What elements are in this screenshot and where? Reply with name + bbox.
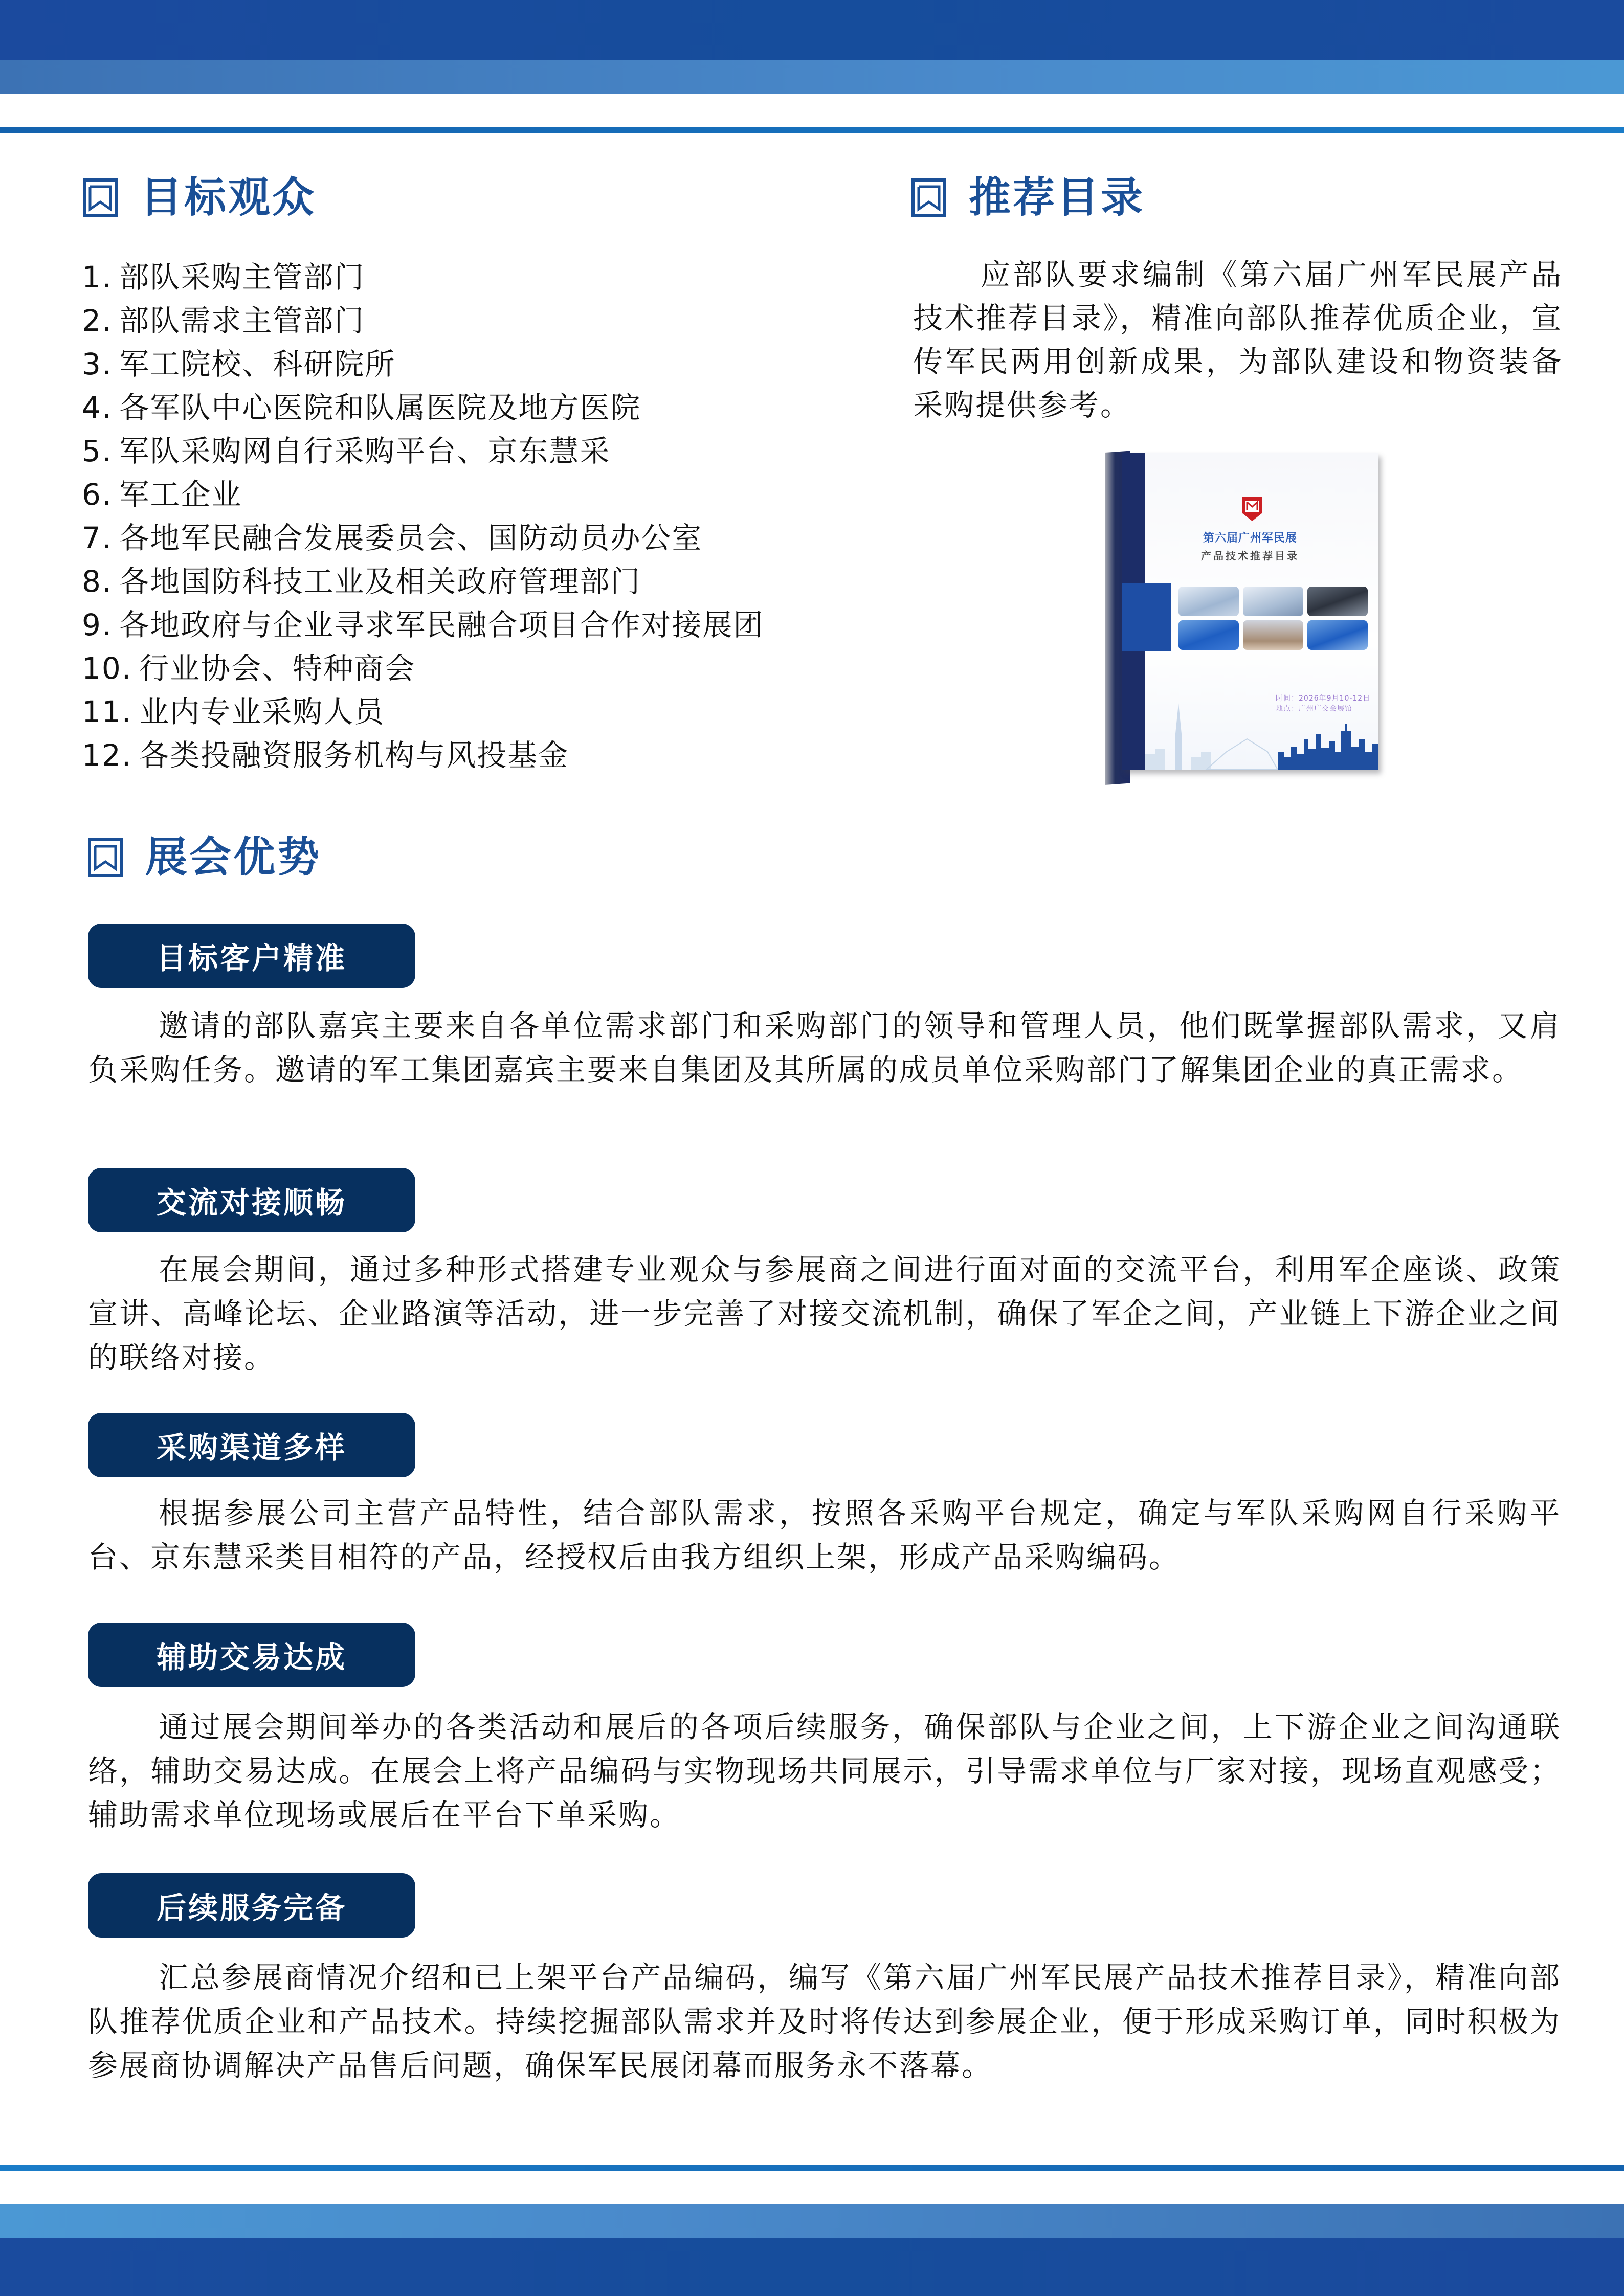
item-number: 12. — [82, 738, 132, 773]
advantage-text: 根据参展公司主营产品特性，结合部队需求，按照各采购平台规定，确定与军队采购网自行采购平台、京东慧采类目相符的产品，经授权后由我方组织上架，形成产品采购编码。 — [88, 1496, 1561, 1574]
list-item — [82, 603, 764, 647]
list-item — [82, 690, 764, 734]
list-item — [82, 343, 764, 386]
cover-date: 时间：2026年9月10-12日 — [1276, 694, 1371, 703]
cover-photo — [1178, 620, 1239, 650]
section-heading-catalog — [911, 173, 1145, 222]
list-item — [82, 560, 764, 603]
advantage-tag-smooth-exchange: 交流对接顺畅 — [88, 1168, 415, 1232]
item-text: 各类投融资服务机构与风投基金 — [139, 738, 569, 773]
item-text: 军工院校、科研院所 — [119, 347, 396, 381]
item-number: 9. — [82, 607, 113, 642]
footer-band-light — [0, 2204, 1624, 2238]
city-skyline-icon — [1145, 703, 1378, 770]
item-number: 2. — [82, 303, 113, 338]
book-cover — [1122, 453, 1378, 770]
item-number: 6. — [82, 477, 113, 512]
advantage-text: 通过展会期间举办的各类活动和展后的各项后续服务，确保部队与企业之间，上下游企业之间沟通联络，辅助交易达成。在展会上将产品编码与实物现场共同展示，引导需求单位与厂家对接，现场直观感受；辅助需求单位现场或展后在平台下单采购。 — [88, 1709, 1561, 1832]
advantage-tag-precise-customers: 目标客户精准 — [88, 924, 415, 988]
shield-logo-icon — [1241, 496, 1263, 522]
item-text: 军队采购网自行采购平台、京东慧采 — [119, 434, 611, 468]
cover-photo — [1243, 587, 1303, 616]
list-item — [82, 299, 764, 343]
cover-title: 第六届广州军民展 — [1203, 532, 1297, 545]
item-text: 部队采购主管部门 — [119, 260, 365, 295]
cover-venue: 地点：广州广交会展馆 — [1276, 705, 1352, 713]
section-title: 推荐目录 — [969, 173, 1145, 222]
list-item — [82, 473, 764, 516]
section-heading-advantages — [88, 833, 322, 882]
item-number: 8. — [82, 564, 113, 599]
item-number: 7. — [82, 521, 113, 555]
advantage-tag-diverse-channels: 采购渠道多样 — [88, 1413, 415, 1477]
item-number: 1. — [82, 260, 113, 295]
item-text: 业内专业采购人员 — [139, 694, 385, 729]
cover-photo-grid — [1178, 587, 1368, 650]
advantage-text: 汇总参展商情况介绍和已上架平台产品编码，编写《第六届广州军民展产品技术推荐目录》，精准向部队推荐优质企业和产品技术。持续挖掘部队需求并及时将传达到参展企业，便于形成采购订单，同时积极为参展商协调解决产品售后问题，确保军民展闭幕而服务永不落幕。 — [88, 1960, 1561, 2083]
item-text: 各地国防科技工业及相关政府管理部门 — [119, 564, 641, 599]
item-text: 各军队中心医院和队属医院及地方医院 — [119, 390, 641, 425]
bookmark-icon — [83, 178, 118, 217]
advantage-tag-assist-transactions: 辅助交易达成 — [88, 1623, 415, 1687]
section-title: 展会优势 — [145, 833, 322, 882]
header-band-light — [0, 60, 1624, 94]
bookmark-icon — [88, 838, 123, 877]
section-title: 目标观众 — [140, 173, 317, 222]
item-text: 军工企业 — [119, 477, 242, 512]
cover-photo — [1178, 587, 1239, 616]
catalog-intro: 应部队要求编制《第六届广州军民展产品技术推荐目录》，精准向部队推荐优质企业，宣传军民两用创新成果，为部队建设和物资装备采购提供参考。 — [913, 257, 1563, 422]
footer-rule — [0, 2165, 1624, 2171]
section-heading-audience — [83, 173, 317, 222]
footer-band-dark — [0, 2238, 1624, 2296]
item-number: 11. — [82, 694, 132, 729]
bookmark-icon — [911, 178, 946, 217]
item-number: 4. — [82, 390, 113, 425]
audience-list — [82, 256, 764, 777]
advantage-tag-follow-up-service: 后续服务完备 — [88, 1873, 415, 1938]
list-item — [82, 256, 764, 299]
item-text: 部队需求主管部门 — [119, 303, 365, 338]
item-number: 3. — [82, 347, 113, 381]
cover-block — [1122, 583, 1171, 651]
header-band-dark — [0, 0, 1624, 60]
list-item — [82, 516, 764, 560]
advantage-text: 在展会期间，通过多种形式搭建专业观众与参展商之间进行面对面的交流平台，利用军企座谈、政策宣讲、高峰论坛、企业路演等活动，进一步完善了对接交流机制，确保了军企之间，产业链上下游企业之间的联络对接。 — [88, 1252, 1561, 1375]
cover-photo — [1243, 620, 1303, 650]
header-rule — [0, 127, 1624, 133]
list-item — [82, 647, 764, 690]
item-text: 各地军民融合发展委员会、国防动员办公室 — [119, 521, 703, 555]
list-item — [82, 430, 764, 473]
cover-photo — [1307, 620, 1368, 650]
advantage-text: 邀请的部队嘉宾主要来自各单位需求部门和采购部门的领导和管理人员，他们既掌握部队需求，又肩负采购任务。邀请的军工集团嘉宾主要来自集团及其所属的成员单位采购部门了解集团企业的真正需求。 — [88, 1008, 1561, 1087]
list-item — [82, 734, 764, 777]
item-text: 各地政府与企业寻求军民融合项目合作对接展团 — [119, 607, 764, 642]
item-text: 行业协会、特种商会 — [139, 651, 416, 686]
cover-photo — [1307, 587, 1368, 616]
list-item — [82, 386, 764, 430]
catalog-book-image — [1105, 453, 1391, 785]
cover-subtitle: 产品技术推荐目录 — [1201, 550, 1299, 562]
item-number: 5. — [82, 434, 113, 468]
item-number: 10. — [82, 651, 132, 686]
